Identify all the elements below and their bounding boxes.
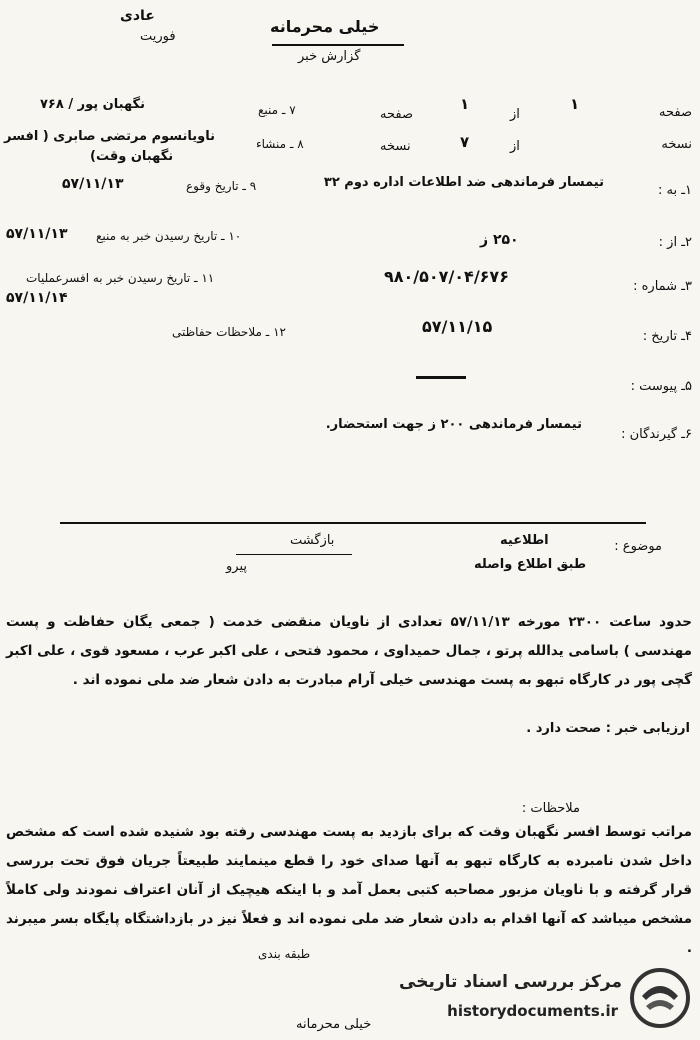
subject-value: اطلاعیه [500,533,549,548]
copy-label-2: نسخه [380,139,411,154]
return-label: بازگشت [290,533,335,548]
page-label-2: صفحه [380,107,413,122]
body-paragraph: حدود ساعت ۲۳۰۰ مورخه ۵۷/۱۱/۱۳ تعدادی از ناویان منقضی خدمت ( جمعی یگان حفاظت و پست مهندسی ) باسامی یدالله پرتو ، جمال حمیداوی ، محمود فتحی ، علی اکبر عرب ، مسعود قوی ، علی اکبر گچی پور در کارگاه تبهو به پست مهندسی خیلی آرام مبادرت به دادن شعار ضد ملی نموده اند . [6,614,692,688]
number-label: ۳ـ شماره : [633,279,692,294]
subject-label: موضوع : [614,539,662,554]
copy-total: ۷ [460,133,470,151]
recipients-label: ۶ـ گیرندگان : [621,427,692,442]
notes-heading: ملاحظات : [521,801,580,816]
return-underline [236,554,352,555]
classification-bottom: خیلی محرمانه [296,1017,372,1032]
origin-value: ناویانسوم مرتضی صابری ( افسر [4,129,216,144]
origin-value-2: نگهبان وقت) [90,149,174,164]
source-value: نگهبان پور / ۷۶۸ [40,97,145,112]
urgency-label: فوریت [140,29,176,44]
page-number: ۱ [570,95,580,113]
from-value: ۲۵۰ ز [480,232,519,248]
copy-of: از [510,139,520,154]
number-value: ۹۸۰/۵۰۷/۰۴/۶۷۶ [384,267,509,286]
recipients-value: تیمسار فرماندهی ۲۰۰ ز جهت استحضار. [325,417,582,432]
page-label: صفحه [659,105,692,120]
notes-text: مراتب توسط افسر نگهبان وقت که برای بازدید به پست مهندسی رفته بود شنیده شده است که مشخص داخل شدن نامبرده به کارگاه تبهو به آنها صدای خود را قطع مینمایند طبیعتاً جریان فوق تحت بررسی قرار گرفته و با ناویان مزبور مصاحبه کتبی بعمل آمد و با اینکه هیچیک از آنان اعتراف نمودند ولی کاملاً مشخص میباشد که آنها اقدام به دادن شعار ضد ملی نموده اند و فعلاً نیز در بازداشتگاه پایگاه بسر میبرند . [6,824,692,956]
main-separator [60,522,646,524]
watermark-url: historydocuments.ir [447,1002,618,1020]
to-label: ۱ـ به : [657,183,692,198]
return-value: پیرو [226,559,247,574]
officer-value: ۵۷/۱۱/۱۴ [6,290,68,306]
date-label: ۴ـ تاریخ : [642,329,692,344]
attachment-label: ۵ـ پیوست : [630,379,692,394]
notes-label: ۱۲ ـ ملاحظات حفاظتی [172,325,286,339]
title-underline [272,44,404,46]
page-total: ۱ [460,95,470,113]
page-of: از [510,107,520,122]
from-label: ۲ـ از : [658,235,692,250]
watermark-logo [399,966,692,1036]
event-date-label: ۹ ـ تاریخ وقوع [186,179,257,193]
receipt-label: ۱۰ ـ تاریخ رسیدن خبر به منبع [96,229,242,243]
officer-label: ۱۱ ـ تاریخ رسیدن خبر به افسرعملیات [26,271,215,285]
document-title: خیلی محرمانه [270,17,380,36]
document-subtitle: گزارش خبر [298,49,361,64]
classification-top: عادی [120,8,155,24]
separator-short [416,376,466,379]
copy-label: نسخه [661,137,692,152]
receipt-value: ۵۷/۱۱/۱۳ [6,226,68,242]
to-value: تیمسار فرماندهی ضد اطلاعات اداره دوم ۳۲ [323,175,604,190]
subject-value-2: طبق اطلاع واصله [474,557,587,572]
watermark-emblem-icon [628,966,692,1030]
classification-mid: طبقه بندی [258,947,311,961]
origin-label: ۸ ـ منشاء [256,137,304,151]
source-label: ۷ ـ منبع [258,103,296,117]
event-date-value: ۵۷/۱۱/۱۳ [62,176,124,192]
assessment: ارزیابی خبر : صحت دارد . [526,721,690,736]
watermark-name: مرکز بررسی اسناد تاریخی [399,972,622,992]
date-value: ۵۷/۱۱/۱۵ [422,317,493,336]
